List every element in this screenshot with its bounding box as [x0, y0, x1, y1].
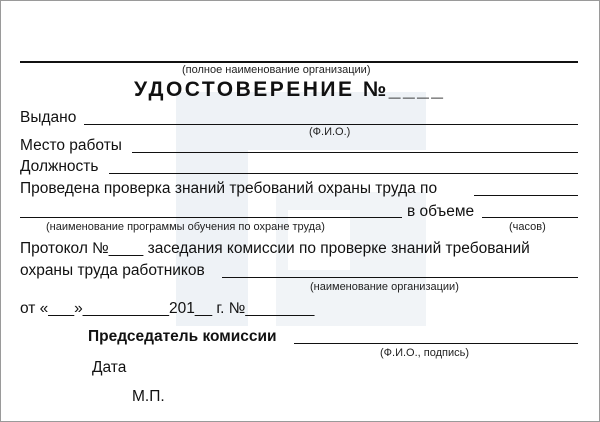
organization-caption: (полное наименование организации): [182, 64, 371, 76]
issued-label: Выдано: [20, 109, 77, 126]
hours-caption: (часов): [509, 221, 546, 233]
protocol-org-field-line[interactable]: [222, 277, 578, 278]
protocol-text-line2: охраны труда работников: [20, 262, 205, 279]
workplace-label: Место работы: [20, 137, 122, 154]
position-field-line[interactable]: [109, 173, 578, 174]
chairman-caption: (Ф.И.О., подпись): [380, 347, 470, 359]
organization-caption-2: (наименование организации): [310, 281, 459, 293]
hours-field-line[interactable]: [482, 217, 578, 218]
date-number-line: от «___»__________201__ г. №________: [20, 300, 315, 317]
issued-field-line[interactable]: [84, 124, 578, 125]
check-field-line[interactable]: [474, 195, 578, 196]
organization-name-line[interactable]: [20, 61, 578, 63]
protocol-text-line1: Протокол №____ заседания комиссии по проверке знаний требований: [20, 240, 530, 257]
check-text: Проведена проверка знаний требований охраны труда по: [20, 180, 438, 197]
position-label: Должность: [20, 158, 99, 175]
chairman-signature-line[interactable]: [294, 343, 578, 344]
program-caption: (наименование программы обучения по охране труда): [46, 221, 325, 233]
stamp-label: М.П.: [132, 388, 165, 405]
certificate-title: УДОСТОВЕРЕНИЕ №____: [134, 78, 446, 101]
workplace-field-line[interactable]: [132, 152, 578, 153]
program-field-line[interactable]: [20, 217, 402, 218]
volume-label: в объеме: [407, 203, 475, 220]
chairman-label: Председатель комиссии: [88, 328, 277, 345]
fio-caption: (Ф.И.О.): [309, 126, 351, 138]
date-label: Дата: [92, 359, 127, 376]
